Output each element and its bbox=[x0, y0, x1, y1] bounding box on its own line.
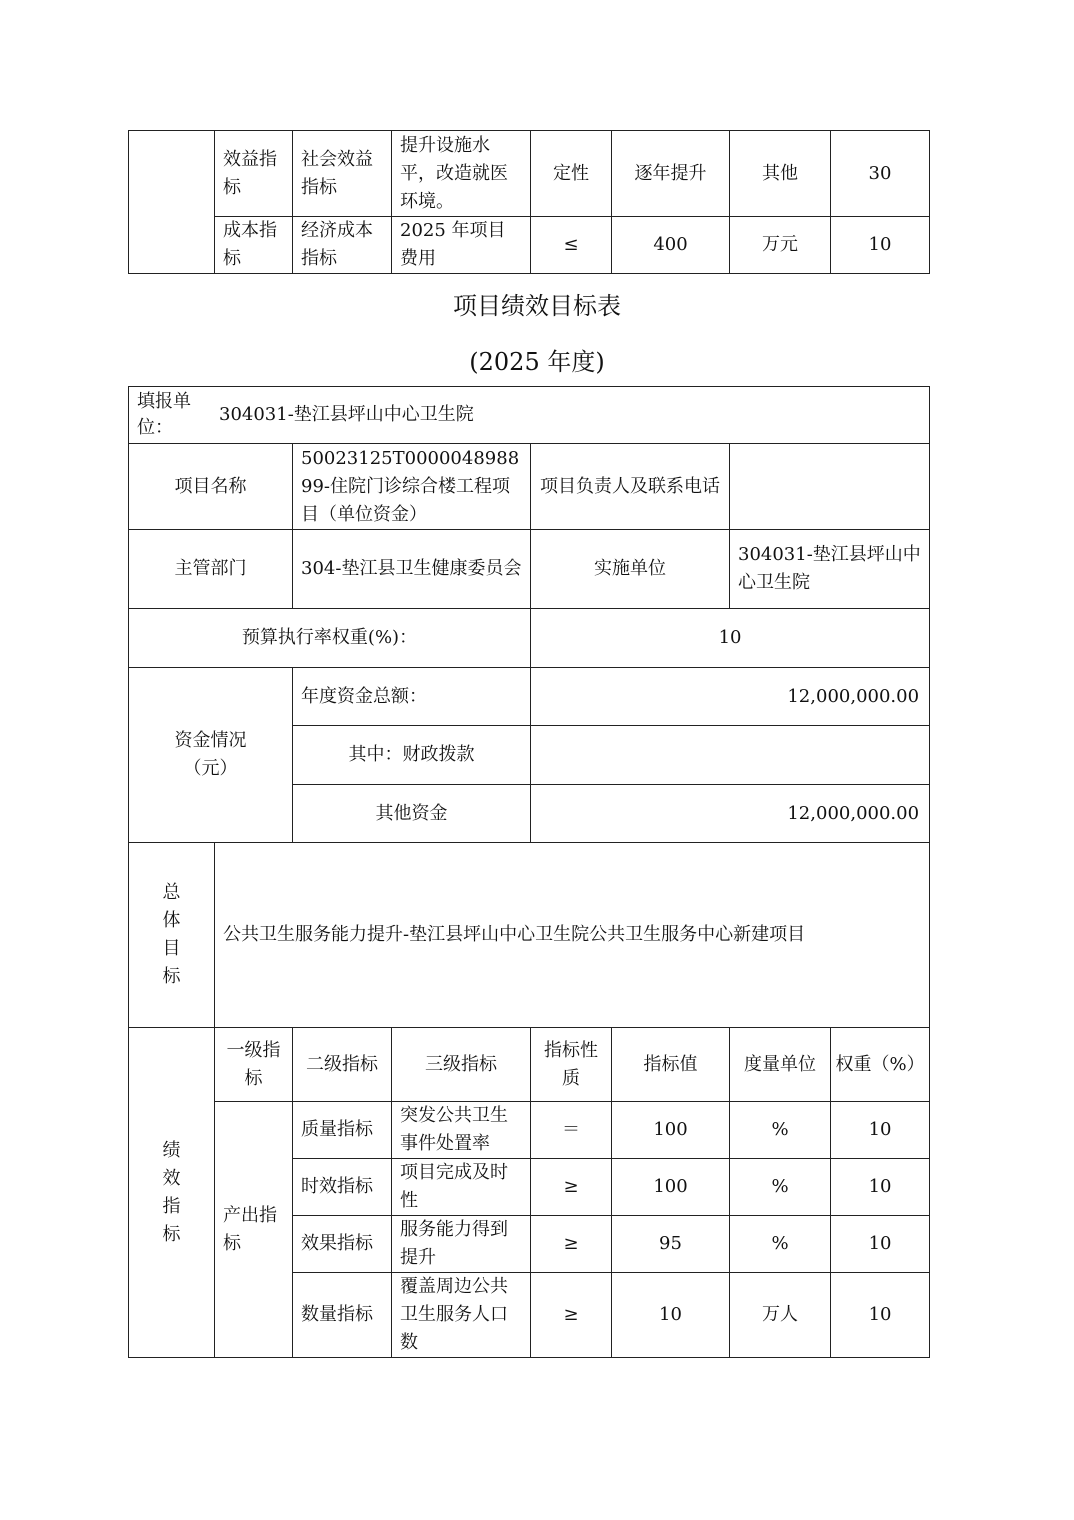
funds-total-value: 12,000,000.00 bbox=[531, 668, 930, 726]
impl-label: 实施单位 bbox=[531, 530, 730, 609]
nature-cell: 定性 bbox=[531, 131, 612, 217]
table-row bbox=[129, 1028, 930, 1102]
table-row bbox=[129, 444, 930, 530]
weight-cell: 10 bbox=[831, 217, 930, 274]
value-cell: 400 bbox=[612, 217, 730, 274]
table-row bbox=[129, 387, 930, 444]
funds-other-label: 其他资金 bbox=[293, 785, 531, 843]
level1-cell: 效益指标 bbox=[215, 131, 293, 217]
nature-cell: ≥ bbox=[531, 1216, 612, 1273]
responsible-label: 项目负责人及联系电话 bbox=[531, 444, 730, 530]
unit-cell: 其他 bbox=[730, 131, 831, 217]
unit-cell: 万元 bbox=[730, 217, 831, 274]
level3-cell: 2025 年项目费用 bbox=[392, 217, 531, 274]
value-cell: 95 bbox=[612, 1216, 730, 1273]
table-row bbox=[129, 217, 930, 274]
level3-cell: 项目完成及时性 bbox=[392, 1159, 531, 1216]
reporter-label: 填报单位： bbox=[137, 391, 191, 438]
table-row bbox=[129, 1102, 930, 1159]
goal-label-text: 总体目标 bbox=[162, 882, 181, 987]
level2-cell: 社会效益指标 bbox=[293, 131, 392, 217]
goal-label bbox=[129, 843, 215, 1028]
unit-cell: % bbox=[730, 1216, 831, 1273]
level2-cell: 数量指标 bbox=[293, 1273, 392, 1358]
dept-value: 304-垫江县卫生健康委员会 bbox=[293, 530, 531, 609]
project-name-value: 50023125T000004898899-住院门诊综合楼工程项目（单位资金） bbox=[293, 444, 531, 530]
page-subtitle: (2025 年度) bbox=[469, 348, 605, 376]
blank-cell bbox=[129, 131, 215, 274]
level3-cell: 提升设施水平，改造就医环境。 bbox=[392, 131, 531, 217]
table-row bbox=[129, 843, 930, 1028]
funds-fiscal-value bbox=[531, 726, 930, 785]
dept-label: 主管部门 bbox=[129, 530, 293, 609]
weight-cell: 10 bbox=[831, 1216, 930, 1273]
weight-cell: 30 bbox=[831, 131, 930, 217]
reporter-value: 304031-垫江县坪山中心卫生院 bbox=[219, 404, 474, 425]
impl-value: 304031-垫江县坪山中心卫生院 bbox=[730, 530, 930, 609]
unit-cell: % bbox=[730, 1102, 831, 1159]
reporter-row bbox=[129, 387, 930, 444]
level3-cell: 突发公共卫生事件处置率 bbox=[392, 1102, 531, 1159]
table-row bbox=[129, 668, 930, 726]
level2-cell: 经济成本指标 bbox=[293, 217, 392, 274]
funds-fiscal-label: 其中：财政拨款 bbox=[293, 726, 531, 785]
value-cell: 10 bbox=[612, 1273, 730, 1358]
funds-label bbox=[129, 668, 293, 843]
nature-cell: ≤ bbox=[531, 217, 612, 274]
table-row bbox=[129, 609, 930, 668]
goal-value: 公共卫生服务能力提升-垫江县坪山中心卫生院公共卫生服务中心新建项目 bbox=[215, 843, 930, 1028]
output-label: 产出指标 bbox=[215, 1102, 293, 1358]
level3-cell: 覆盖周边公共卫生服务人口数 bbox=[392, 1273, 531, 1358]
project-name-label: 项目名称 bbox=[129, 444, 293, 530]
weight-cell: 10 bbox=[831, 1273, 930, 1358]
budget-rate-label: 预算执行率权重(%)： bbox=[129, 609, 531, 668]
header-level3: 三级指标 bbox=[392, 1028, 531, 1102]
value-cell: 逐年提升 bbox=[612, 131, 730, 217]
header-unit: 度量单位 bbox=[730, 1028, 831, 1102]
header-level2: 二级指标 bbox=[293, 1028, 392, 1102]
header-level1: 一级指标 bbox=[215, 1028, 293, 1102]
budget-rate-value: 10 bbox=[531, 609, 930, 668]
weight-cell: 10 bbox=[831, 1102, 930, 1159]
unit-cell: % bbox=[730, 1159, 831, 1216]
table-row bbox=[129, 530, 930, 609]
perf-label-text: 绩效指标 bbox=[162, 1139, 181, 1245]
value-cell: 100 bbox=[612, 1102, 730, 1159]
page-title: 项目绩效目标表 bbox=[453, 292, 621, 320]
funds-total-label: 年度资金总额： bbox=[293, 668, 531, 726]
performance-goal-table bbox=[128, 386, 930, 1358]
funds-other-value: 12,000,000.00 bbox=[531, 785, 930, 843]
top-indicator-table bbox=[128, 130, 930, 274]
unit-cell: 万人 bbox=[730, 1273, 831, 1358]
header-nature: 指标性质 bbox=[531, 1028, 612, 1102]
perf-label bbox=[129, 1028, 215, 1358]
nature-cell: ≥ bbox=[531, 1273, 612, 1358]
level1-cell: 成本指标 bbox=[215, 217, 293, 274]
level2-cell: 质量指标 bbox=[293, 1102, 392, 1159]
level3-cell: 服务能力得到提升 bbox=[392, 1216, 531, 1273]
header-value: 指标值 bbox=[612, 1028, 730, 1102]
nature-cell: ≥ bbox=[531, 1159, 612, 1216]
level2-cell: 效果指标 bbox=[293, 1216, 392, 1273]
value-cell: 100 bbox=[612, 1159, 730, 1216]
weight-cell: 10 bbox=[831, 1159, 930, 1216]
responsible-value bbox=[730, 444, 930, 530]
table-row bbox=[129, 131, 930, 217]
nature-cell: ＝ bbox=[531, 1102, 612, 1159]
header-weight: 权重（%） bbox=[831, 1028, 930, 1102]
funds-label-text: 资金情况（元） bbox=[174, 730, 247, 779]
level2-cell: 时效指标 bbox=[293, 1159, 392, 1216]
